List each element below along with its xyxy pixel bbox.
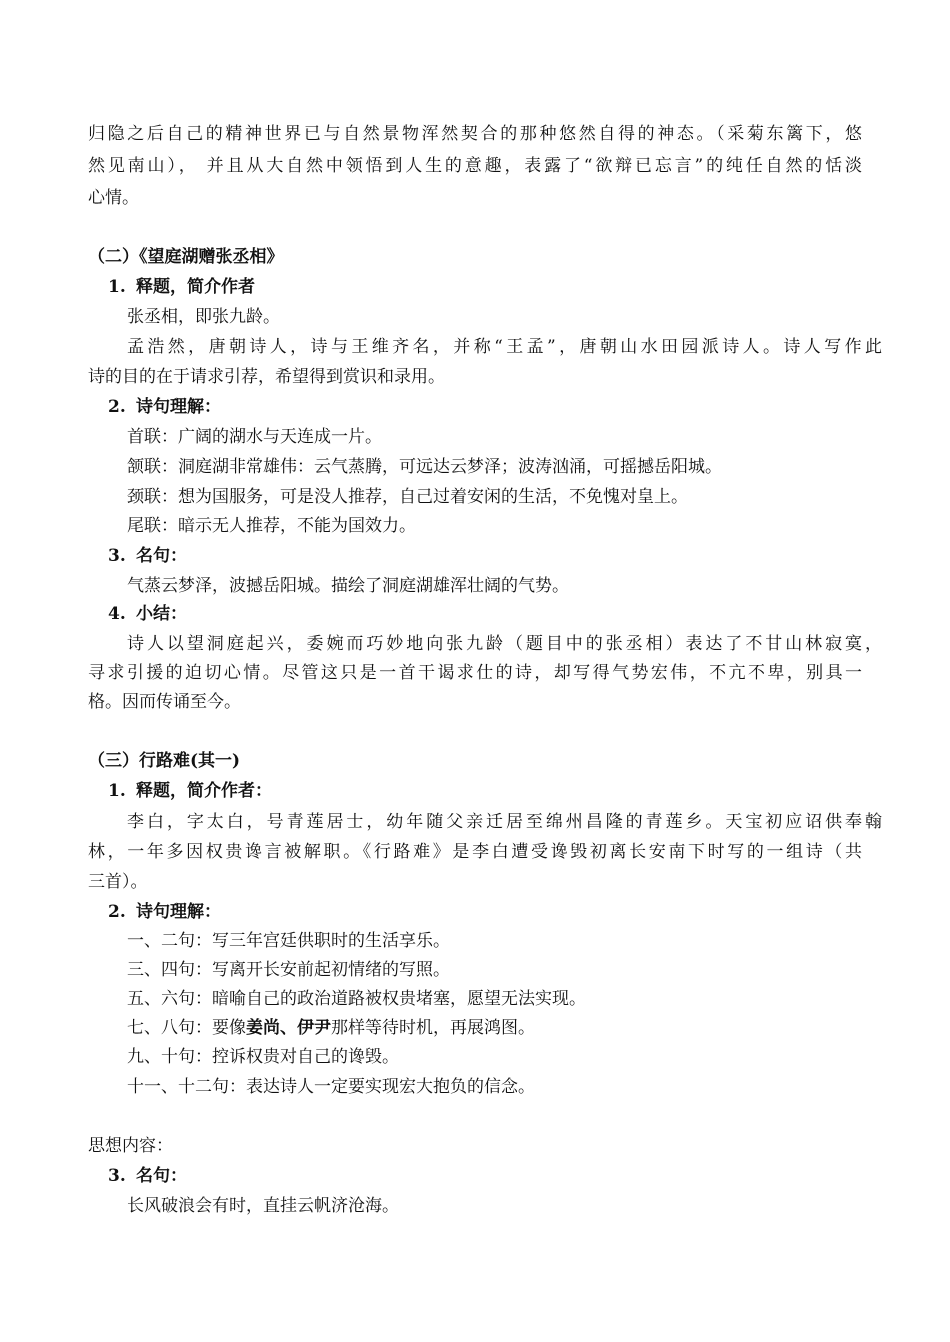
section-2-heading-3: [108, 545, 187, 567]
paragraph-line: 三首）。: [88, 872, 148, 892]
list-item-text: 那样等待时机，再展鸿图。: [331, 1018, 535, 1038]
paragraph-line: 林，一年多因权贵谗言被解职。《行路难》是李白遭受谗毁初离长安南下时写的一组诗（共: [88, 842, 862, 862]
heading-number: 3.: [108, 546, 126, 566]
heading-text: 名句：: [136, 1166, 187, 1186]
heading-number: 1.: [108, 781, 126, 801]
list-item: 颈联：想为国服务，可是没人推荐，自己过着安闲的生活，不免愧对皇上。: [127, 487, 688, 507]
emphasized-names: 姜尚、伊尹: [246, 1018, 331, 1038]
summary-line: 寻求引援的迫切心情。尽管这只是一首干谒求仕的诗，却写得气势宏伟，不亢不卑，别具一: [88, 663, 862, 683]
heading-number: 2.: [108, 902, 126, 922]
list-item: 一、二句：写三年宫廷供职时的生活享乐。: [127, 931, 450, 951]
list-item: 十一、十二句：表达诗人一定要实现宏大抱负的信念。: [127, 1077, 535, 1097]
heading-text: 小结：: [136, 604, 187, 624]
section-3-title: （三）行路难(其一): [88, 751, 241, 771]
intro-line-1: 归隐之后自己的精神世界已与自然景物浑然契合的那种悠然自得的神态。（采菊东篱下，悠: [88, 124, 862, 144]
famous-quote: 长风破浪会有时，直挂云帆济沧海。: [127, 1196, 399, 1216]
heading-text: 诗句理解：: [136, 397, 221, 417]
list-item: 尾联：暗示无人推荐，不能为国效力。: [127, 516, 416, 536]
list-item: 九、十句：控诉权贵对自己的谗毁。: [127, 1047, 399, 1067]
list-item: 首联：广阔的湖水与天连成一片。: [127, 427, 382, 447]
list-item: 三、四句：写离开长安前起初情绪的写照。: [127, 960, 450, 980]
list-item: 颔联：洞庭湖非常雄伟：云气蒸腾，可远达云梦泽；波涛汹涌，可摇撼岳阳城。: [127, 457, 722, 477]
paragraph-line: 李白，字太白，号青莲居士，幼年随父亲迁居至绵州昌隆的青莲乡。天宝初应诏供奉翰: [127, 812, 882, 832]
intro-line-2: 然见南山）， 并且从大自然中领悟到人生的意趣，表露了“欲辩已忘言”的纯任自然的恬淡: [88, 156, 862, 176]
heading-text: 名句：: [136, 546, 187, 566]
section-3-heading-3: [108, 1165, 187, 1187]
heading-text: 释题，简介作者：: [136, 781, 272, 801]
summary-line: 格。因而传诵至今。: [88, 692, 241, 712]
section-2-heading-1: [108, 276, 255, 298]
heading-number: 3.: [108, 1166, 126, 1186]
heading-number: 4.: [108, 604, 126, 624]
heading-number: 2.: [108, 397, 126, 417]
section-2-title: （二）《望庭湖赠张丞相》: [88, 247, 284, 267]
paragraph-line: 诗的目的在于请求引荐，希望得到赏识和录用。: [88, 367, 445, 387]
summary-line: 诗人以望洞庭起兴，委婉而巧妙地向张九龄（题目中的张丞相）表达了不甘山林寂寞，: [127, 634, 882, 654]
thought-content-label: 思想内容：: [88, 1136, 173, 1156]
intro-line-3: 心情。: [88, 188, 139, 208]
heading-number: 1.: [108, 277, 126, 297]
famous-quote: 气蒸云梦泽，波撼岳阳城。描绘了洞庭湖雄浑壮阔的气势。: [127, 576, 569, 596]
section-2-heading-2: [108, 396, 221, 418]
section-3-heading-2: [108, 901, 221, 923]
section-2-heading-4: [108, 603, 187, 625]
list-item: 五、六句：暗喻自己的政治道路被权贵堵塞，愿望无法实现。: [127, 989, 586, 1009]
heading-text: 诗句理解：: [136, 902, 221, 922]
section-3-heading-1: [108, 780, 272, 802]
heading-text: 释题，简介作者: [136, 277, 255, 297]
paragraph-line: 孟浩然，唐朝诗人，诗与王维齐名，并称“王孟”，唐朝山水田园派诗人。诗人写作此: [127, 337, 882, 357]
list-item: [127, 1017, 535, 1039]
list-item-text: 七、八句：要像: [127, 1018, 246, 1038]
paragraph: 张丞相，即张九龄。: [127, 307, 280, 327]
